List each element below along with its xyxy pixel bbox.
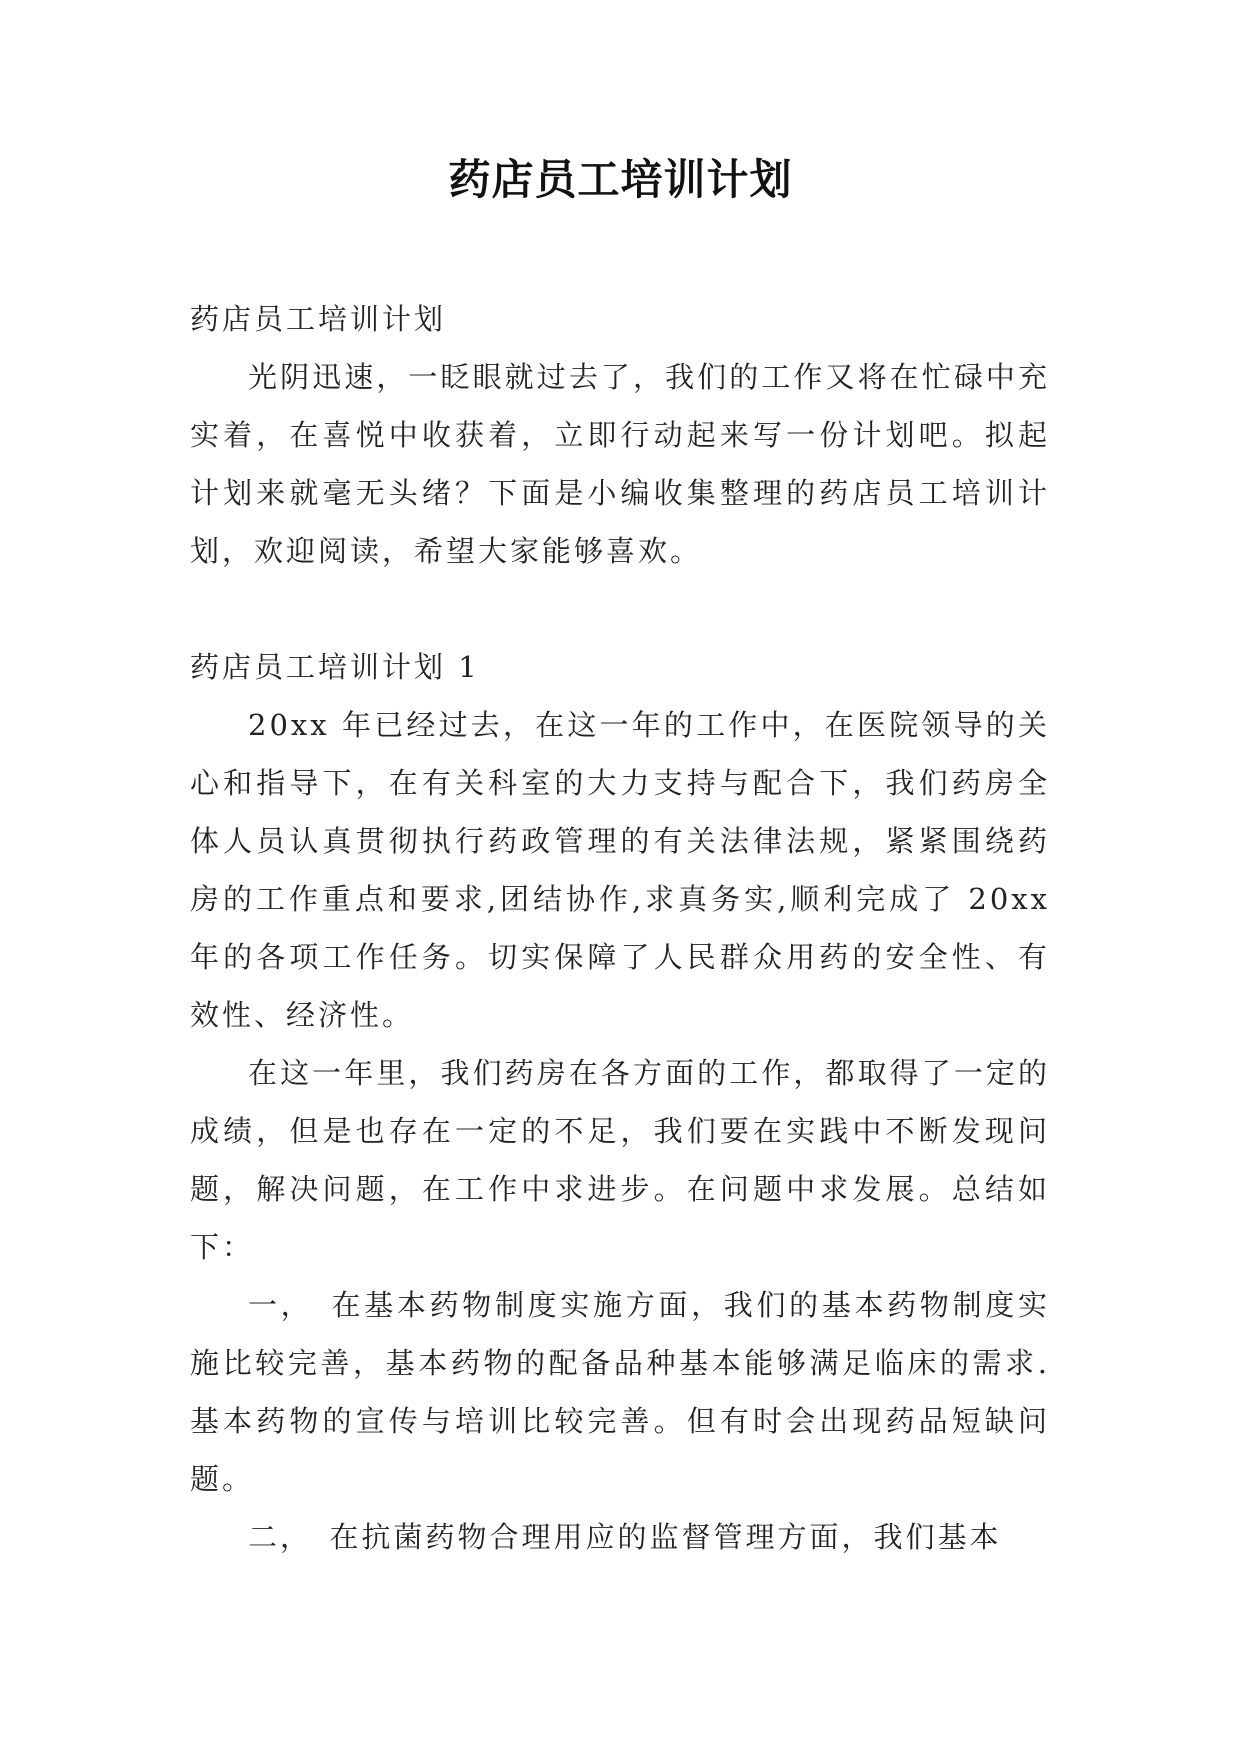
paragraph-3: 一， 在基本药物制度实施方面，我们的基本药物制度实施比较完善，基本药物的配备品种基本能够满足临床的需求.基本药物的宣传与培训比较完善。但有时会出现药品短缺问题。: [190, 1288, 1050, 1496]
section1-heading: 药店员工培训计划 1: [190, 650, 480, 684]
paragraph-2: 在这一年里，我们药房在各方面的工作，都取得了一定的成绩，但是也存在一定的不足，我们要在实践中不断发现问题，解决问题，在工作中求进步。在问题中求发展。总结如下：: [190, 1056, 1050, 1264]
document-title: 药店员工培训计划: [448, 155, 793, 204]
document-body: [190, 290, 1050, 1566]
section-spacer: [190, 580, 1050, 638]
paragraph-1: 20xx 年已经过去，在这一年的工作中，在医院领导的关心和指导下，在有关科室的大力支持与配合下，我们药房全体人员认真贯彻执行药政管理的有关法律法规，紧紧围绕药房的工作重点和要求,团结协作,求真务实,顺利完成了 20xx年的各项工作任务。切实保障了人民群众用药的安全性、有效性、经济性。: [190, 708, 1050, 1032]
intro-paragraph: 光阴迅速，一眨眼就过去了，我们的工作又将在忙碌中充实着，在喜悦中收获着，立即行动起来写一份计划吧。拟起计划来就毫无头绪？下面是小编收集整理的药店员工培训计划，欢迎阅读，希望大家能够喜欢。: [190, 360, 1050, 568]
intro-heading: 药店员工培训计划: [190, 302, 447, 336]
paragraph-4: 二， 在抗菌药物合理用应的监督管理方面，我们基本: [248, 1520, 1002, 1554]
